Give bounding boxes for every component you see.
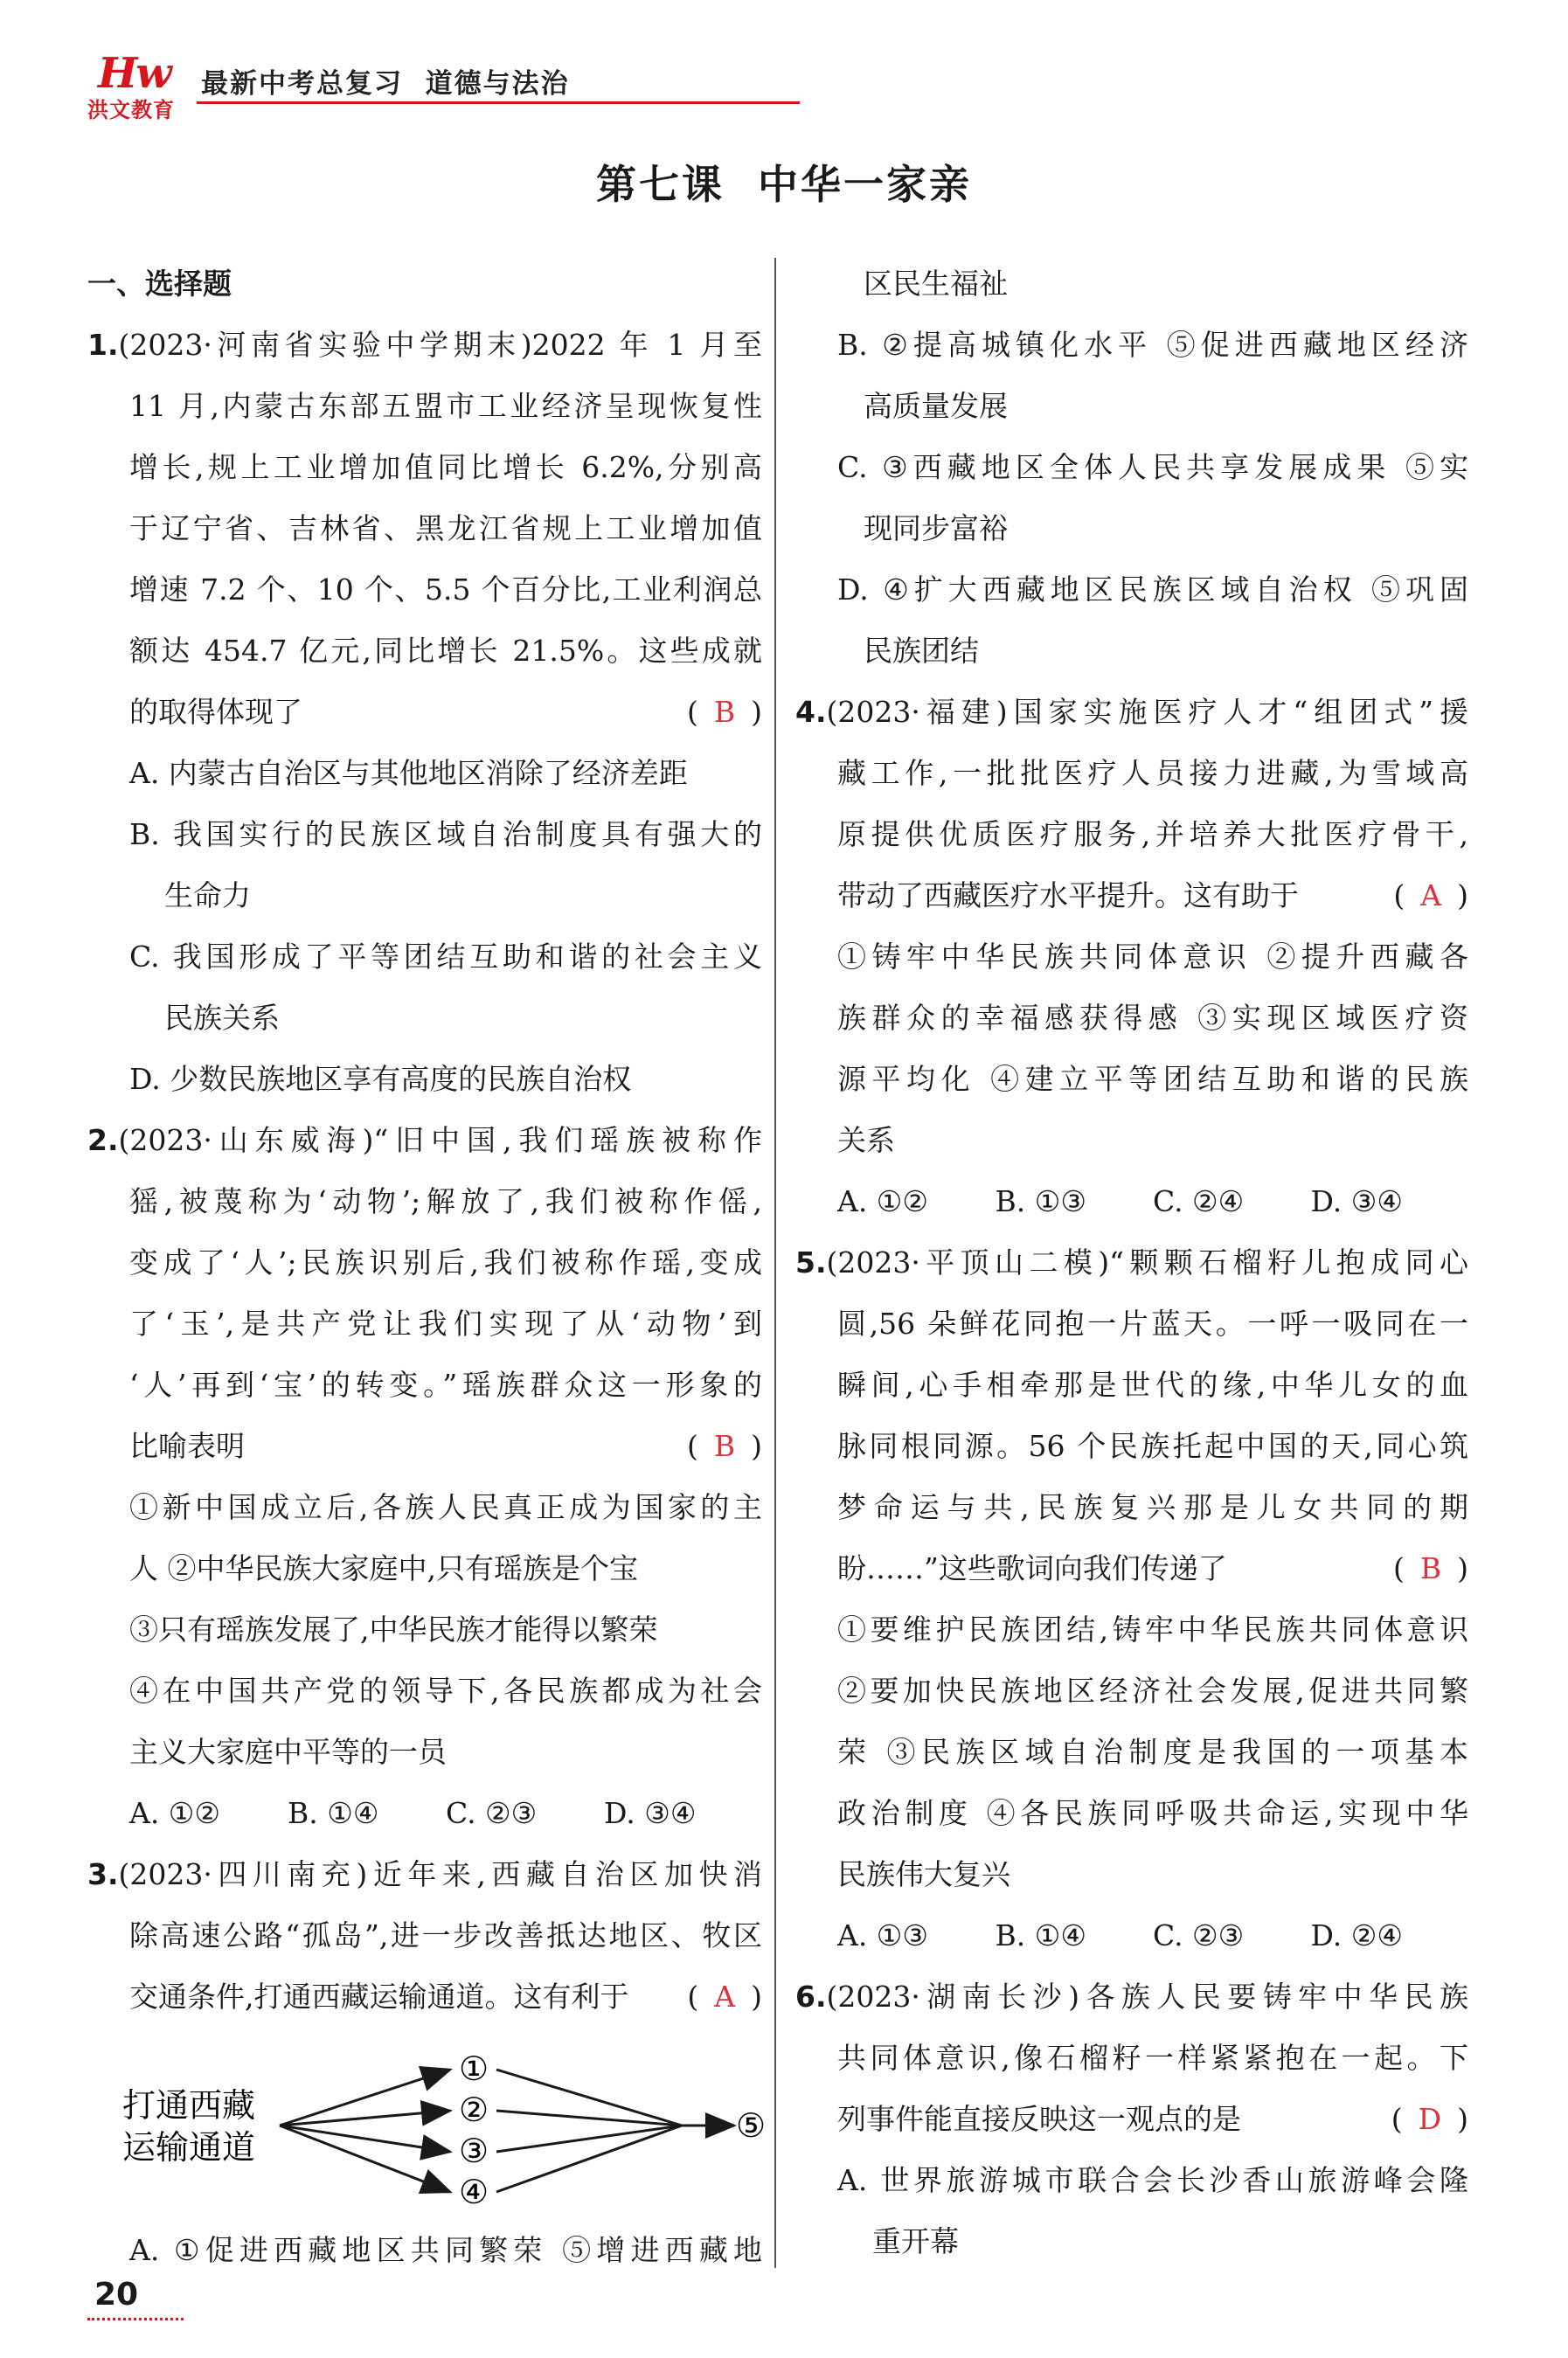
option-d: D. ②④	[1310, 1918, 1403, 1952]
lesson-title: 第七课 中华一家亲	[595, 161, 973, 208]
question-line: 带动了西藏医疗水平提升。这有助于 ( A )	[795, 865, 1468, 926]
answer-bracket: ( B )	[686, 695, 762, 729]
option-c: C. ②③	[446, 1796, 538, 1830]
option-c: C. ②④	[1153, 1184, 1245, 1218]
option-row	[795, 1171, 1468, 1232]
answer-letter: B	[713, 695, 736, 729]
diagram-node-2: ②	[459, 2091, 489, 2129]
option-c: C. ②③	[1153, 1918, 1245, 1952]
question-line: 于辽宁省、吉林省、黑龙江省规上工业增加值	[129, 511, 762, 545]
option-line: A. 世界旅游城市联合会长沙香山旅游峰会隆	[837, 2163, 1468, 2197]
question-line: 5.(2023·平顶山二模)“颗颗石榴籽儿抱成同心	[795, 1245, 1468, 1280]
answer-letter: B	[1419, 1551, 1442, 1585]
option-line: 区民生福祉	[864, 267, 1008, 301]
question-4	[795, 682, 1468, 1232]
option-line: A. ①促进西藏地区共同繁荣 ⑤增进西藏地	[129, 2233, 762, 2267]
header-rule	[197, 101, 800, 104]
option-row	[795, 1905, 1468, 1966]
question-line: 变成了‘人’;民族识别后,我们被称作瑶,变成	[129, 1245, 762, 1280]
hongwen-logo	[87, 49, 201, 122]
answer-bracket: ( A )	[687, 1980, 762, 2014]
diagram-source-line1: 打通西藏	[122, 2086, 256, 2125]
option-line: B. 我国实行的民族区域自治制度具有强大的	[129, 817, 762, 851]
statement-line: ①铸牢中华民族共同体意识 ②提升西藏各	[837, 940, 1468, 974]
option-line: 重开幕	[872, 2224, 959, 2258]
option-b: B. ①④	[995, 1918, 1086, 1952]
option-a: A. ①②	[837, 1184, 928, 1218]
page-number: 20	[94, 2277, 139, 2313]
question-number: 2.	[87, 1123, 119, 1157]
answer-letter: A	[714, 1980, 736, 2014]
question-number: 4.	[795, 695, 827, 729]
arrow-from-3	[496, 2126, 682, 2152]
question-1	[87, 315, 762, 1110]
answer-letter: D	[1418, 2102, 1442, 2136]
option-b: B. ①③	[995, 1184, 1086, 1218]
arrow-from-4	[496, 2126, 682, 2192]
statement-line: 关系	[837, 1123, 895, 1157]
series-title: 最新中考总复习 道德与法治	[201, 68, 570, 100]
logo-text: 洪文教育	[87, 98, 175, 122]
answer-bracket: ( D )	[1391, 2102, 1468, 2136]
question-5	[795, 1232, 1468, 1966]
question-line: 额达 454.7 亿元,同比增长 21.5%。这些成就	[129, 634, 762, 668]
statement-line: 人 ②中华民族大家庭中,只有瑶族是个宝	[129, 1551, 638, 1585]
option-a: A. ①③	[837, 1918, 928, 1952]
option-line: 民族关系	[164, 1001, 280, 1035]
option-line: D. ④扩大西藏地区民族区域自治权 ⑤巩固	[837, 572, 1468, 607]
question-3-continued	[795, 253, 1468, 682]
statement-line: 政治制度 ④各民族同呼吸共命运,实现中华	[837, 1796, 1468, 1830]
right-column	[795, 253, 1468, 2272]
diagram-node-1: ①	[459, 2049, 489, 2088]
diagram-node-3: ③	[459, 2132, 489, 2170]
arrow-to-3	[280, 2126, 450, 2152]
diagram-source-line2: 运输通道	[122, 2128, 256, 2167]
question-number: 3.	[87, 1857, 119, 1891]
question-line: 3.(2023·四川南充)近年来,西藏自治区加快消	[87, 1857, 762, 1891]
question-line: 原提供优质医疗服务,并培养大批医疗骨干,	[837, 817, 1468, 851]
statement-line: ④在中国共产党的领导下,各民族都成为社会	[129, 1674, 762, 1708]
question-line: 交通条件,打通西藏运输通道。这有利于 ( A )	[87, 1966, 762, 2028]
question-line: 了‘玉’,是共产党让我们实现了从‘动物’到	[129, 1307, 762, 1341]
question-3	[87, 1844, 767, 2281]
flow-diagram-svg	[87, 2028, 767, 2220]
statement-line: 荣 ③民族区域自治制度是我国的一项基本	[837, 1735, 1468, 1769]
option-line: 生命力	[164, 878, 251, 912]
question-line: 6.(2023·湖南长沙)各族人民要铸牢中华民族	[795, 1980, 1468, 2014]
option-d: D. ③④	[604, 1796, 697, 1830]
option-line: B. ②提高城镇化水平 ⑤促进西藏地区经济	[837, 328, 1468, 362]
option-line: C. 我国形成了平等团结互助和谐的社会主义	[129, 940, 762, 974]
page-number-underline	[87, 2318, 184, 2320]
option-b: B. ①④	[288, 1796, 379, 1830]
option-line: 高质量发展	[864, 389, 1008, 423]
question-line: 2.(2023·山东威海)“旧中国,我们瑶族被称作	[87, 1123, 762, 1157]
question-line: 的取得体现了 ( B )	[87, 682, 762, 743]
question-number: 5.	[795, 1245, 827, 1280]
question-line: 猺,被蔑称为‘动物’;解放了,我们被称作傜,	[129, 1184, 762, 1218]
question-6	[795, 1966, 1468, 2272]
question-line: 比喻表明 ( B )	[87, 1416, 762, 1477]
question-number: 1.	[87, 328, 119, 362]
question-line: 盼……”这些歌词向我们传递了 ( B )	[795, 1538, 1468, 1599]
section-heading: 一、选择题	[87, 267, 232, 301]
answer-bracket: ( B )	[1392, 1551, 1468, 1585]
answer-bracket: ( B )	[686, 1429, 762, 1463]
statement-line: ①新中国成立后,各族人民真正成为国家的主	[129, 1490, 762, 1524]
option-line: 现同步富裕	[864, 511, 1008, 545]
question-line: 脉同根同源。56 个民族托起中国的天,同心筑	[837, 1429, 1468, 1463]
question-2	[87, 1110, 762, 1844]
question-line: 共同体意识,像石榴籽一样紧紧抱在一起。下	[837, 2041, 1468, 2075]
answer-bracket: ( A )	[1393, 878, 1468, 912]
option-a: A. ①②	[129, 1796, 220, 1830]
statement-line: ②要加快民族地区经济社会发展,促进共同繁	[837, 1674, 1468, 1708]
question-line: 增长,规上工业增加值同比增长 6.2%,分别高	[129, 450, 762, 484]
option-line: A. 内蒙古自治区与其他地区消除了经济差距	[129, 756, 688, 790]
question-line: 11 月,内蒙古东部五盟市工业经济呈现恢复性	[129, 389, 762, 423]
page-header	[87, 49, 717, 122]
question-line: 4.(2023·福建)国家实施医疗人才“组团式”援	[795, 695, 1468, 729]
statement-line: ①要维护民族团结,铸牢中华民族共同体意识	[837, 1612, 1468, 1647]
option-line: D. 少数民族地区享有高度的民族自治权	[129, 1062, 632, 1096]
option-row	[87, 1783, 762, 1844]
column-divider	[774, 258, 776, 2268]
statement-line: 主义大家庭中平等的一员	[129, 1735, 447, 1769]
option-line: 民族团结	[864, 634, 979, 668]
statement-line: ③只有瑶族发展了,中华民族才能得以繁荣	[129, 1612, 658, 1647]
question-number: 6.	[795, 1980, 827, 2014]
question-line: ‘人’再到‘宝’的转变。”瑶族群众这一形象的	[129, 1368, 762, 1402]
diagram-node-4: ④	[459, 2173, 489, 2211]
question-line: 增速 7.2 个、10 个、5.5 个百分比,工业利润总	[129, 572, 762, 607]
question-line: 圆,56 朵鲜花同抱一片蓝天。一呼一吸同在一	[837, 1307, 1468, 1341]
question-line: 瞬间,心手相牵那是世代的缘,中华儿女的血	[837, 1368, 1468, 1402]
answer-letter: B	[713, 1429, 736, 1463]
answer-letter: A	[1420, 878, 1442, 912]
question-line: 藏工作,一批批医疗人员接力进藏,为雪域高	[837, 756, 1468, 790]
option-line: C. ③西藏地区全体人民共享发展成果 ⑤实	[837, 450, 1468, 484]
question-line: 列事件能直接反映这一观点的是 ( D )	[795, 2089, 1468, 2150]
question-line: 除高速公路“孤岛”,进一步改善抵达地区、牧区	[129, 1918, 762, 1952]
arrow-to-4	[280, 2126, 450, 2192]
flow-diagram	[87, 2028, 767, 2220]
statement-line: 民族伟大复兴	[837, 1857, 1010, 1891]
question-line: 梦命运与共,民族复兴那是儿女共同的期	[837, 1490, 1468, 1524]
statement-line: 源平均化 ④建立平等团结互助和谐的民族	[837, 1062, 1468, 1096]
option-d: D. ③④	[1310, 1184, 1403, 1218]
diagram-node-5: ⑤	[736, 2106, 767, 2145]
question-line: 1.(2023·河南省实验中学期末)2022 年 1 月至	[87, 328, 762, 362]
logo-mark: Hw	[98, 49, 170, 98]
left-column	[87, 253, 767, 2281]
statement-line: 族群众的幸福感获得感 ③实现区域医疗资	[837, 1001, 1468, 1035]
